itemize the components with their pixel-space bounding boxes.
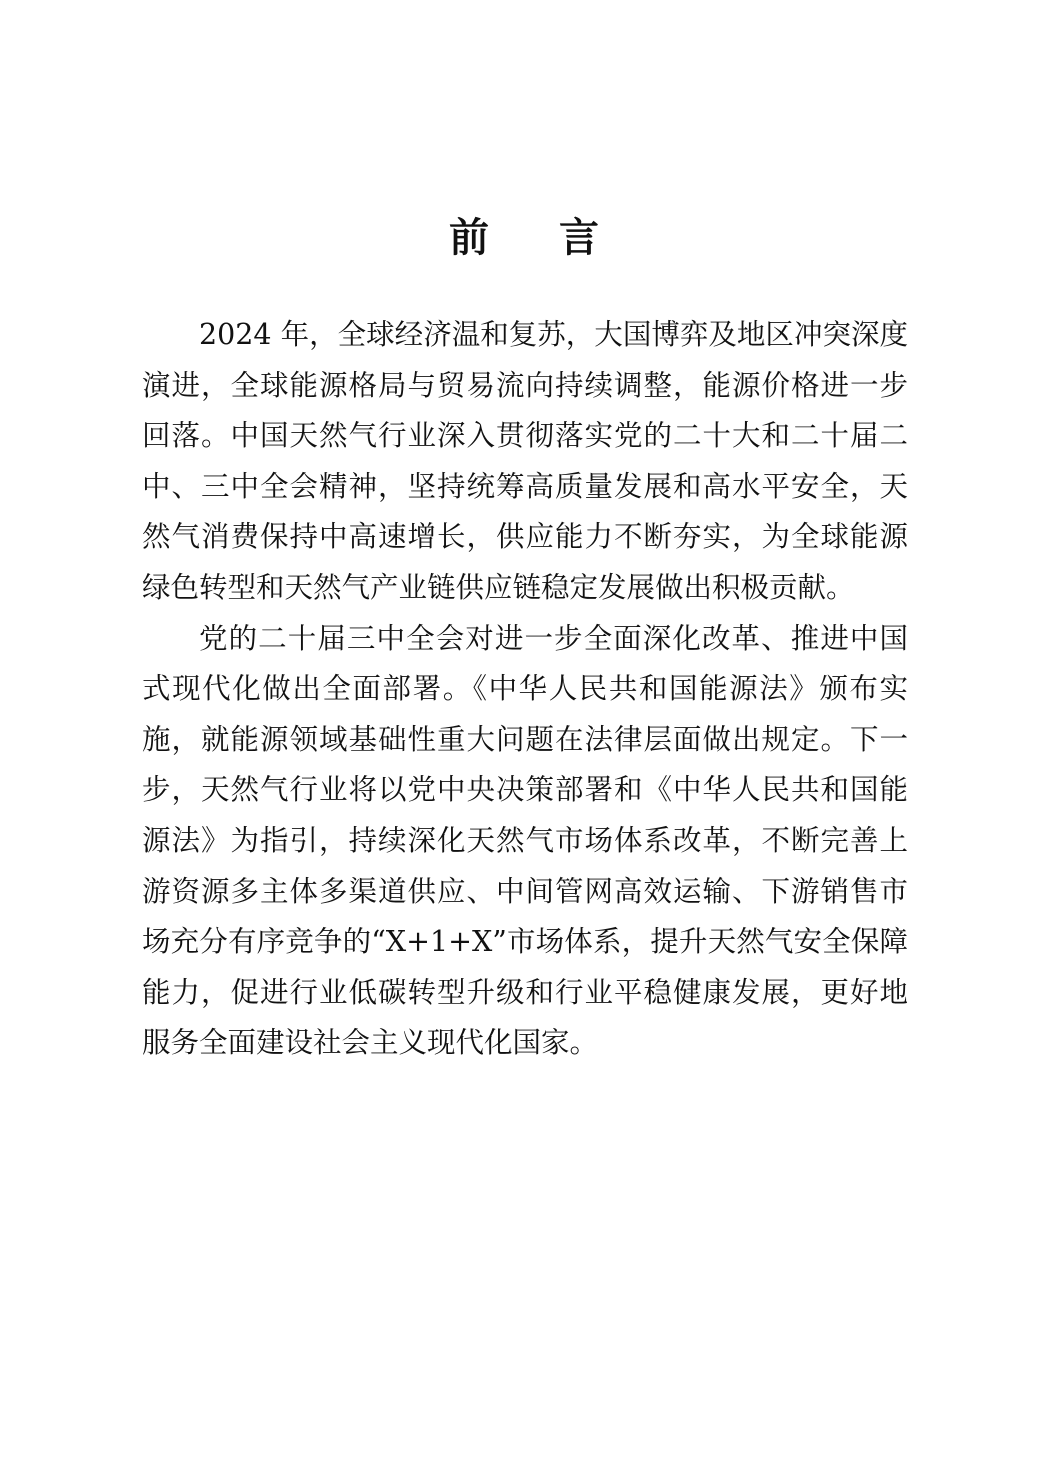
paragraph-2: 党的二十届三中全会对进一步全面深化改革、推进中国式现代化做出全面部署。《中华人民共和国能源法》颁布实施，就能源领域基础性重大问题在法律层面做出规定。下一步，天然气行业将以党中央决策部署和《中华人民共和国能源法》为指引，持续深化天然气市场体系改革，不断完善上游资源多主体多渠道供应、中间管网高效运输、下游销售市场充分有序竞争的“X+1+X”市场体系，提升天然气安全保障能力，促进行业低碳转型升级和行业平稳健康发展，更好地服务全面建设社会主义现代化国家。 xyxy=(142,621,908,1060)
page-title-char-1: 前 xyxy=(449,215,489,261)
paragraph-1: 2024 年，全球经济温和复苏，大国博弈及地区冲突深度演进，全球能源格局与贸易流向持续调整，能源价格进一步回落。中国天然气行业深入贯彻落实党的二十大和二十届二中、三中全会精神，坚持统筹高质量发展和高水平安全，天然气消费保持中高速增长，供应能力不断夯实，为全球能源绿色转型和天然气产业链供应链稳定发展做出积极贡献。 xyxy=(142,318,908,604)
page-title xyxy=(0,210,1048,266)
preface-body xyxy=(142,310,908,1069)
page-title-char-2: 言 xyxy=(559,215,599,261)
